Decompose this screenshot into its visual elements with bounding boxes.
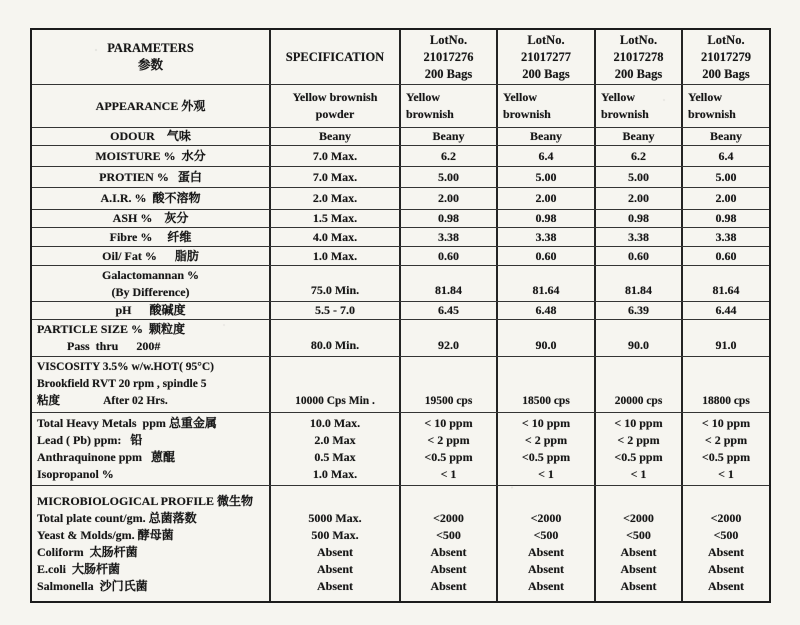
lot-value-cell	[683, 413, 769, 485]
lot-value-cell-text: < 10 ppm	[614, 416, 663, 430]
header-lot-3	[596, 30, 683, 84]
param-cell	[32, 302, 271, 319]
lot-value-cell	[401, 247, 498, 265]
spec-cell	[271, 146, 401, 166]
lot-value-cell-text: < 10 ppm	[424, 416, 473, 430]
lot-value-cell	[596, 228, 683, 246]
lot-value-cell-text: Absent	[527, 544, 564, 559]
lot-value-cell-text: <2000	[623, 510, 654, 525]
param-cell	[32, 128, 271, 145]
lot-value-cell	[498, 228, 596, 246]
spec-cell	[271, 357, 401, 412]
header-lot-2-text: 200 Bags	[522, 66, 570, 81]
lot-value-cell-text: Absent	[527, 578, 564, 593]
param-cell	[32, 413, 271, 485]
lot-value-cell	[498, 128, 596, 145]
lot-value-cell	[683, 188, 769, 209]
lot-value-cell	[683, 486, 769, 601]
header-lot-2-text: LotNo.	[527, 32, 565, 47]
table-row	[32, 247, 769, 266]
lot-value-cell-text: < 1	[538, 467, 554, 481]
lot-value-cell-text: 18800 cps	[702, 395, 750, 407]
header-lot-1-text: 200 Bags	[424, 66, 473, 81]
param-cell-text: Anthraquinone ppm 蒽醌	[37, 450, 176, 464]
spec-cell-text: Absent	[316, 561, 353, 576]
param-cell-text: PROTIEN % 蛋白	[99, 169, 202, 184]
spec-cell	[271, 486, 401, 601]
param-cell-text: A.I.R. % 酸不溶物	[100, 191, 201, 205]
lot-value-cell-text: 0.60	[438, 248, 459, 263]
lot-value-cell	[683, 266, 769, 301]
spec-cell	[271, 302, 401, 319]
lot-value-cell-text: 19500 cps	[424, 395, 473, 407]
param-cell	[32, 210, 271, 227]
table-row	[32, 128, 769, 146]
lot-value-cell-text	[685, 493, 767, 510]
lot-value-cell-text: <0.5 ppm	[424, 450, 473, 464]
lot-value-cell-text: 6.2	[441, 148, 456, 163]
lot-value-cell-text: Absent	[430, 561, 467, 576]
lot-value-cell-text: 6.45	[438, 303, 459, 317]
param-cell-text: Lead ( Pb) ppm: 铅	[37, 433, 143, 447]
param-cell-text: Galactomannan %	[101, 267, 199, 282]
param-cell-text: VISCOSITY 3.5% w/w.HOT( 95°C)	[37, 361, 215, 373]
param-cell-text: Total plate count/gm. 总菌落数	[37, 510, 197, 525]
spec-cell-text: Beany	[318, 129, 351, 143]
lot-value-cell-text: 3.38	[715, 229, 737, 244]
spec-cell	[271, 320, 401, 356]
lot-value-cell-text: 0.60	[535, 248, 557, 263]
lot-value-cell-text: <2000	[710, 510, 742, 525]
spec-cell-text: 7.0 Max.	[312, 169, 358, 184]
lot-value-cell-text: Yellow	[406, 90, 440, 104]
header-lot-3-text: 200 Bags	[614, 66, 663, 81]
lot-value-cell-text: Absent	[527, 561, 564, 576]
spec-cell-text: 75.0 Min.	[310, 283, 360, 297]
header-parameters	[32, 30, 271, 84]
lot-value-cell-text: < 2 ppm	[427, 433, 470, 447]
lot-value-cell-text: < 10 ppm	[521, 416, 571, 430]
header-specification	[271, 30, 401, 84]
lot-value-cell-text: <0.5 ppm	[521, 450, 571, 464]
table-row	[32, 357, 769, 413]
param-cell-text: pH 酸碱度	[115, 303, 186, 317]
param-cell-text: Coliform 太肠杆菌	[37, 544, 138, 559]
table-row	[32, 85, 769, 128]
lot-value-cell-text: 90.0	[628, 338, 649, 352]
lot-value-cell	[683, 128, 769, 145]
lot-value-cell-text: 6.4	[718, 148, 734, 163]
spec-cell	[271, 413, 401, 485]
param-cell	[32, 167, 271, 187]
lot-value-cell-text: Absent	[707, 561, 744, 576]
lot-value-cell-text: < 1	[630, 467, 647, 481]
lot-value-cell	[683, 210, 769, 227]
param-cell-text: Isopropanol %	[37, 467, 114, 481]
lot-value-cell	[498, 266, 596, 301]
param-cell-text: Pass thru 200#	[37, 339, 161, 353]
header-lot-1-text: LotNo.	[429, 32, 468, 47]
lot-value-cell-text: 2.00	[628, 191, 649, 205]
lot-value-cell	[683, 302, 769, 319]
lot-value-cell-text: Absent	[430, 578, 467, 593]
param-cell-text: Salmonella 沙门氏菌	[37, 578, 148, 593]
lot-value-cell-text: 5.00	[715, 169, 737, 184]
spec-cell-text: 2.0 Max.	[312, 191, 358, 205]
param-cell-text: Total Heavy Metals ppm 总重金属	[37, 416, 217, 430]
lot-value-cell	[596, 210, 683, 227]
lot-value-cell-text: 5.00	[535, 169, 557, 184]
lot-value-cell-text: 2.00	[438, 191, 459, 205]
lot-value-cell-text	[598, 493, 679, 510]
lot-value-cell	[683, 146, 769, 166]
lot-value-cell-text: <0.5 ppm	[614, 450, 663, 464]
spec-cell-text: powder	[315, 107, 355, 121]
lot-value-cell	[498, 247, 596, 265]
lot-value-cell-text: Absent	[707, 578, 744, 593]
lot-value-cell	[683, 228, 769, 246]
lot-value-cell	[596, 85, 683, 127]
lot-value-cell-text: 0.98	[535, 211, 557, 225]
spec-cell	[271, 167, 401, 187]
spec-cell-text: 4.0 Max.	[312, 229, 358, 244]
lot-value-cell	[498, 302, 596, 319]
lot-value-cell-text: <500	[713, 527, 739, 542]
spec-cell-text: Absent	[316, 578, 353, 593]
param-cell-text: 粘度 After 02 Hrs.	[37, 395, 168, 407]
spec-cell-text: 0.5 Max	[314, 450, 356, 464]
lot-value-cell	[401, 320, 498, 356]
lot-value-cell	[498, 413, 596, 485]
lot-value-cell	[401, 128, 498, 145]
lot-value-cell-text: Yellow	[503, 90, 537, 104]
header-specification-text: SPECIFICATION	[285, 49, 385, 64]
param-cell-text: E.coli 大肠杆菌	[37, 561, 120, 576]
lot-value-cell	[596, 247, 683, 265]
header-lot-3-text: LotNo.	[619, 32, 658, 47]
param-cell	[32, 188, 271, 209]
spec-cell-text: Yellow brownish	[292, 90, 378, 104]
lot-value-cell-text: 2.00	[715, 191, 737, 205]
lot-value-cell-text: 2.00	[535, 191, 557, 205]
lot-value-cell	[401, 210, 498, 227]
lot-value-cell-text: <500	[436, 527, 461, 542]
lot-value-cell	[401, 357, 498, 412]
param-cell-text: APPEARANCE 外观	[95, 98, 206, 113]
spec-cell	[271, 85, 401, 127]
lot-value-cell	[596, 188, 683, 209]
spec-cell	[271, 247, 401, 265]
lot-value-cell-text: Yellow	[688, 90, 722, 104]
lot-value-cell-text: Absent	[620, 578, 657, 593]
spec-cell-text: 1.5 Max.	[312, 211, 358, 225]
lot-value-cell-text: 5.00	[628, 169, 649, 184]
lot-value-cell-text: 6.44	[715, 303, 737, 317]
param-cell	[32, 320, 271, 356]
param-cell-text: Fibre % 纤维	[109, 229, 192, 244]
spec-cell-text: 1.0 Max.	[312, 467, 358, 481]
lot-value-cell	[596, 486, 683, 601]
lot-value-cell	[596, 357, 683, 412]
header-lot-2	[498, 30, 596, 84]
lot-value-cell-text: brownish	[601, 107, 649, 121]
lot-value-cell	[498, 146, 596, 166]
spec-cell	[271, 188, 401, 209]
header-lot-3-text: 21017278	[613, 49, 664, 64]
lot-value-cell	[596, 413, 683, 485]
lot-value-cell	[401, 85, 498, 127]
lot-value-cell	[498, 210, 596, 227]
lot-value-cell-text: Absent	[620, 561, 657, 576]
header-lot-2-text: 21017277	[521, 49, 571, 64]
spec-cell-text: 5.5 - 7.0	[315, 303, 355, 317]
lot-value-cell	[596, 302, 683, 319]
lot-value-cell-text: Absent	[620, 544, 657, 559]
lot-value-cell	[401, 266, 498, 301]
lot-value-cell-text: brownish	[406, 107, 454, 121]
param-cell-text: MOISTURE % 水分	[95, 148, 206, 163]
lot-value-cell-text: Beany	[622, 129, 655, 143]
lot-value-cell-text: 3.38	[535, 229, 557, 244]
lot-value-cell-text: 3.38	[438, 229, 459, 244]
lot-value-cell-text: 0.98	[715, 211, 737, 225]
lot-value-cell-text: 6.48	[535, 303, 557, 317]
lot-value-cell	[596, 266, 683, 301]
lot-value-cell	[596, 320, 683, 356]
lot-value-cell-text: 6.2	[631, 148, 646, 163]
lot-value-cell-text: <500	[533, 527, 559, 542]
lot-value-cell-text: Absent	[707, 544, 744, 559]
table-row	[32, 413, 769, 486]
header-parameters-text: PARAMETERS	[107, 41, 194, 55]
table-row	[32, 228, 769, 247]
lot-value-cell-text: 91.0	[715, 338, 737, 352]
param-cell	[32, 357, 271, 412]
table-row	[32, 266, 769, 302]
header-parameters-text: 参数	[137, 58, 163, 72]
lot-value-cell-text: 81.84	[435, 283, 462, 297]
lot-value-cell	[401, 486, 498, 601]
lot-value-cell-text: 81.64	[532, 283, 560, 297]
lot-value-cell-text: 81.84	[625, 283, 652, 297]
spec-cell-text: 10.0 Max.	[309, 416, 361, 430]
lot-value-cell-text: < 1	[440, 467, 457, 481]
spec-cell	[271, 210, 401, 227]
spec-cell-text: 2.0 Max	[314, 433, 356, 447]
spec-cell-text: 500 Max.	[311, 527, 359, 542]
lot-value-cell	[596, 167, 683, 187]
lot-value-cell-text: < 10 ppm	[701, 416, 751, 430]
spec-cell-text: 7.0 Max.	[312, 148, 358, 163]
lot-value-cell	[401, 167, 498, 187]
header-lot-1	[401, 30, 498, 84]
lot-value-cell	[596, 146, 683, 166]
lot-value-cell	[498, 320, 596, 356]
spec-cell-text: Absent	[316, 544, 353, 559]
lot-value-cell-text: < 1	[718, 467, 734, 481]
lot-value-cell	[498, 85, 596, 127]
lot-value-cell-text: Beany	[529, 129, 562, 143]
table-row	[32, 188, 769, 210]
table-row	[32, 167, 769, 188]
lot-value-cell-text	[500, 493, 592, 510]
spec-cell-text: 80.0 Min.	[310, 338, 360, 352]
param-cell	[32, 486, 271, 601]
lot-value-cell	[498, 357, 596, 412]
param-cell	[32, 85, 271, 127]
spec-cell-text: 10000 Cps Min .	[295, 395, 375, 407]
param-cell-text: MICROBIOLOGICAL PROFILE 微生物	[37, 493, 254, 508]
lot-value-cell	[401, 146, 498, 166]
header-lot-1-text: 21017276	[423, 49, 474, 64]
lot-value-cell	[401, 413, 498, 485]
coa-table	[30, 28, 771, 603]
lot-value-cell-text: Beany	[432, 129, 465, 143]
header-row	[32, 30, 769, 85]
lot-value-cell-text: <2000	[433, 510, 464, 525]
lot-value-cell	[401, 228, 498, 246]
lot-value-cell	[683, 320, 769, 356]
lot-value-cell	[498, 188, 596, 209]
lot-value-cell-text: < 2 ppm	[524, 433, 568, 447]
param-cell-text: ODOUR 气味	[110, 129, 191, 143]
header-lot-4-text: 200 Bags	[702, 66, 750, 81]
param-cell-text: ASH % 灰分	[112, 211, 189, 225]
lot-value-cell-text: < 2 ppm	[704, 433, 748, 447]
lot-value-cell-text: < 2 ppm	[617, 433, 660, 447]
lot-value-cell	[683, 167, 769, 187]
lot-value-cell-text	[403, 493, 494, 510]
spec-cell	[271, 228, 401, 246]
lot-value-cell-text: brownish	[503, 107, 551, 121]
lot-value-cell-text: 0.98	[628, 211, 649, 225]
lot-value-cell-text: <2000	[530, 510, 562, 525]
lot-value-cell-text: Yellow	[601, 90, 635, 104]
lot-value-cell	[596, 128, 683, 145]
lot-value-cell-text: 0.98	[438, 211, 459, 225]
table-row	[32, 146, 769, 167]
spec-cell-text	[273, 493, 397, 510]
lot-value-cell	[498, 167, 596, 187]
param-cell-text: (By Difference)	[111, 284, 190, 299]
param-cell-text: Yeast & Molds/gm. 酵母菌	[37, 527, 174, 542]
lot-value-cell	[683, 85, 769, 127]
table-row	[32, 320, 769, 357]
lot-value-cell-text: 6.4	[538, 148, 554, 163]
lot-value-cell-text: 0.60	[715, 248, 737, 263]
param-cell	[32, 247, 271, 265]
lot-value-cell-text: 0.60	[628, 248, 649, 263]
param-cell-text: PARTICLE SIZE % 颗粒度	[37, 322, 186, 336]
lot-value-cell-text: <500	[626, 527, 651, 542]
lot-value-cell-text: Beany	[709, 129, 742, 143]
lot-value-cell-text: 6.39	[628, 303, 649, 317]
spec-cell-text: 1.0 Max.	[312, 248, 358, 263]
param-cell	[32, 146, 271, 166]
table-row	[32, 210, 769, 228]
lot-value-cell-text: 92.0	[438, 338, 459, 352]
lot-value-cell-text: Absent	[430, 544, 467, 559]
lot-value-cell	[401, 188, 498, 209]
header-lot-4-text: 21017279	[701, 49, 751, 64]
header-lot-4	[683, 30, 769, 84]
table-row	[32, 302, 769, 320]
lot-value-cell	[683, 357, 769, 412]
spec-cell-text: 5000 Max.	[308, 510, 362, 525]
spec-cell	[271, 128, 401, 145]
header-lot-4-text: LotNo.	[707, 32, 745, 47]
lot-value-cell-text: <0.5 ppm	[701, 450, 751, 464]
param-cell-text: Oil/ Fat % 脂肪	[102, 248, 199, 263]
lot-value-cell-text: 5.00	[438, 169, 459, 184]
spec-cell	[271, 266, 401, 301]
lot-value-cell-text: 3.38	[628, 229, 649, 244]
lot-value-cell	[683, 247, 769, 265]
param-cell	[32, 266, 271, 301]
table-row	[32, 486, 769, 601]
lot-value-cell	[401, 302, 498, 319]
lot-value-cell-text: 18500 cps	[522, 395, 570, 407]
lot-value-cell-text: brownish	[688, 107, 736, 121]
param-cell-text: Brookfield RVT 20 rpm , spindle 5	[37, 378, 207, 390]
lot-value-cell-text: 90.0	[535, 338, 557, 352]
lot-value-cell	[498, 486, 596, 601]
lot-value-cell-text: 81.64	[712, 283, 740, 297]
param-cell	[32, 228, 271, 246]
lot-value-cell-text: 20000 cps	[614, 395, 663, 407]
